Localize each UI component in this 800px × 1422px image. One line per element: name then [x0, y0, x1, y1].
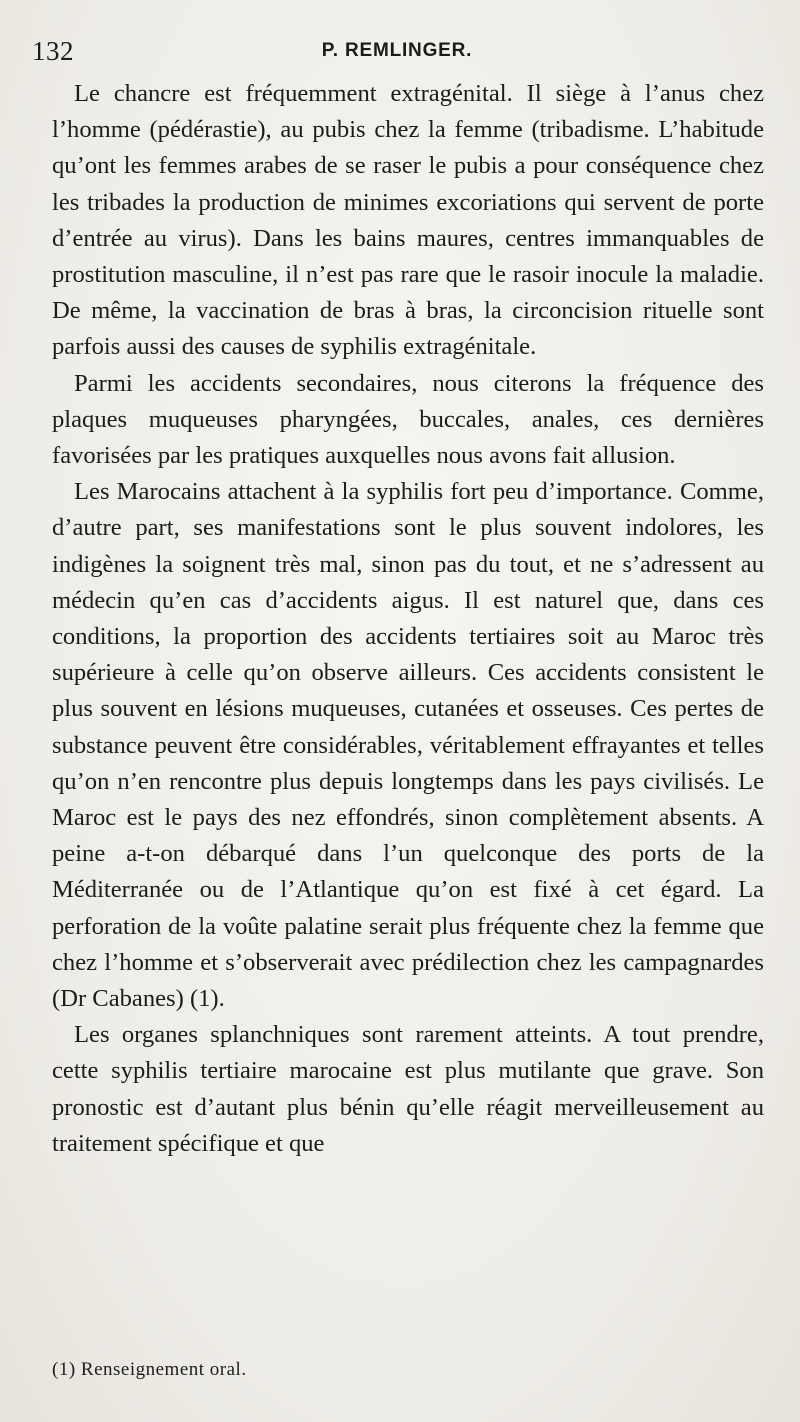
paragraph-chancre: Le chancre est fréquemment extragénital. Il siège à l’anus chez l’homme (pédérastie), au pubis chez la femme (tribadisme. L’habitude qu’ont les femmes arabes de se raser le pubis a pour conséquence chez les tribades la production de minimes excoriations qui servent de porte d’entrée au virus). Dans les bains maures, centres immanquables de prostitution masculine, il n’est pas rare que le rasoir inocule la maladie. De même, la vaccination de bras à bras, la circoncision rituelle sont parfois aussi des causes de syphilis extragénitale. [52, 80, 764, 361]
body-text [52, 76, 764, 1162]
footnote: (1) Renseignement oral. [52, 1359, 247, 1380]
paragraph-organes-splanchniques: Les organes splanchniques sont rarement atteints. A tout prendre, cette syphilis tertiaire marocaine est plus mutilante que grave. Son pronostic est d’autant plus bénin qu’elle réagit merveilleusement au traitement spécifique et que [52, 1021, 764, 1157]
page-number: 132 [32, 36, 74, 66]
paragraph-marocains: Les Marocains attachent à la syphilis fort peu d’importance. Comme, d’autre part, ses manifestations sont le plus souvent indolores, les indigènes la soignent très mal, sinon pas du tout, et ne s’adressent au médecin qu’en cas d’accidents aigus. Il est naturel que, dans ces conditions, la proportion des accidents tertiaires soit au Maroc très supérieure à celle qu’on observe ailleurs. Ces accidents consistent le plus souvent en lésions muqueuses, cutanées et osseuses. Ces pertes de substance peuvent être considérables, véritablement effrayantes et telles qu’on n’en rencontre plus depuis longtemps dans les pays civilisés. Le Maroc est le pays des nez effondrés, sinon complètement absents. A peine a-t-on débarqué dans l’un quelconque des ports de la Méditerranée ou de l’Atlantique qu’on est fixé à cet égard. La perforation de la voûte palatine serait plus fréquente chez la femme que chez l’homme et s’observerait avec prédilection chez les campagnardes (Dr Cabanes) (1). [52, 478, 764, 1013]
page-header [32, 36, 762, 76]
paragraph-accidents-secondaires: Parmi les accidents secondaires, nous citerons la fréquence des plaques muqueuses pharyngées, buccales, anales, ces dernières favorisées par les pratiques auxquelles nous avons fait allusion. [52, 369, 764, 470]
running-head-author: P. REMLINGER. [321, 40, 473, 61]
